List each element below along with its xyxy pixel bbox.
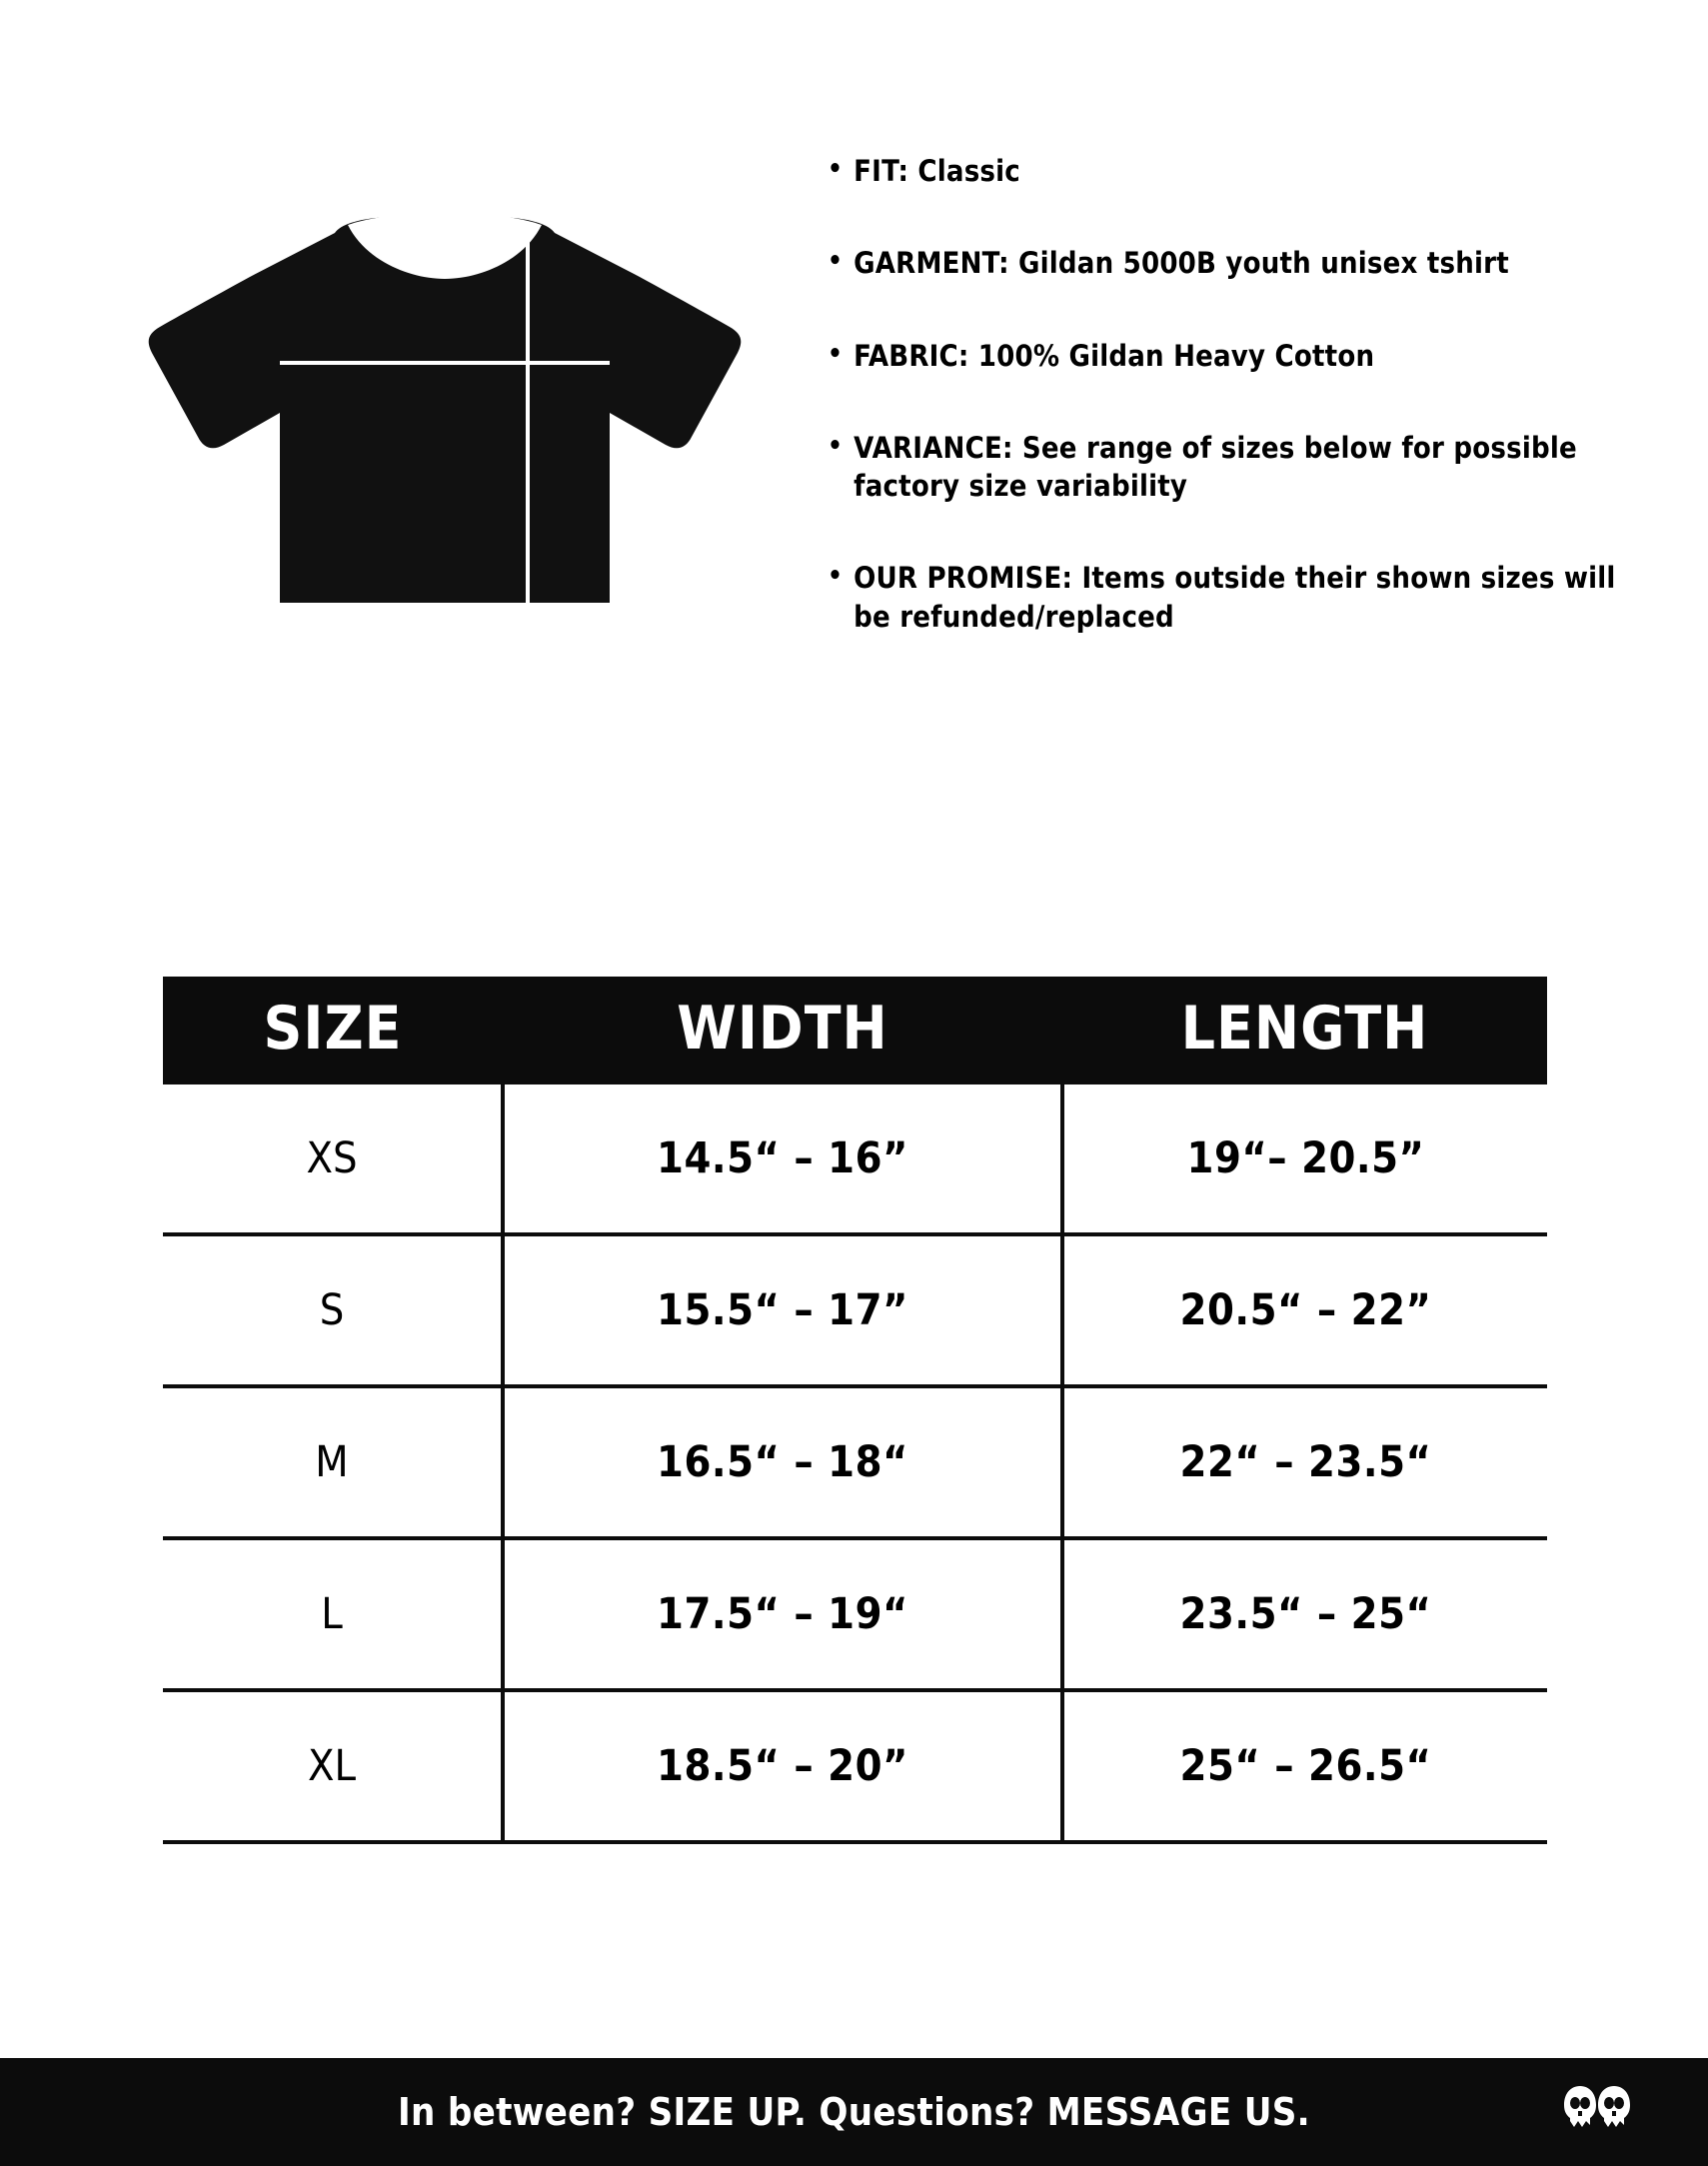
table-row <box>163 1234 1547 1386</box>
bullet-dot-icon: • <box>828 246 844 277</box>
footer-message: In between? SIZE UP. Questions? MESSAGE US. <box>398 2090 1310 2134</box>
length-measurement-label: LENGTH <box>689 813 711 906</box>
list-item <box>828 559 1617 636</box>
column-header-width: WIDTH <box>503 977 1062 1084</box>
footer-bar <box>0 2058 1708 2166</box>
table-row <box>163 1538 1547 1690</box>
spec-fabric: FABRIC: 100% Gildan Heavy Cotton <box>854 338 1375 373</box>
twin-skulls-logo-icon <box>1554 2081 1640 2143</box>
list-item <box>828 429 1617 506</box>
cell-width: 16.5“ – 18“ <box>503 1386 1062 1538</box>
cell-length: 20.5“ – 22” <box>1062 1234 1547 1386</box>
table-row <box>163 1690 1547 1842</box>
spec-promise: OUR PROMISE: Items outside their shown sizes will be refunded/replaced <box>854 561 1616 634</box>
list-item <box>828 152 1617 190</box>
list-item <box>828 244 1617 282</box>
column-header-size: SIZE <box>163 977 503 1084</box>
cell-width: 15.5“ – 17” <box>503 1234 1062 1386</box>
cell-width: 14.5“ – 16” <box>503 1084 1062 1234</box>
tshirt-measurement-diagram <box>80 215 810 906</box>
cell-size: M <box>163 1386 503 1538</box>
bullet-dot-icon: • <box>828 561 844 592</box>
size-table <box>163 977 1547 1844</box>
cell-size: XS <box>163 1084 503 1234</box>
bullet-dot-icon: • <box>828 430 844 461</box>
table-header-row <box>163 977 1547 1084</box>
spec-variance: VARIANCE: See range of sizes below for possible factory size variability <box>854 430 1577 504</box>
width-measurement-label: WIDTH <box>380 720 459 742</box>
bullet-dot-icon: • <box>828 338 844 369</box>
table-row <box>163 1386 1547 1538</box>
cell-size: L <box>163 1538 503 1690</box>
spec-fit: FIT: Classic <box>854 154 1020 188</box>
spec-garment: GARMENT: Gildan 5000B youth unisex tshirt <box>854 246 1509 281</box>
table-row <box>163 1084 1547 1234</box>
cell-size: S <box>163 1234 503 1386</box>
list-item <box>828 337 1617 375</box>
cell-size: XL <box>163 1690 503 1842</box>
cell-length: 19“– 20.5” <box>1062 1084 1547 1234</box>
cell-length: 25“ – 26.5“ <box>1062 1690 1547 1842</box>
column-header-length: LENGTH <box>1062 977 1547 1084</box>
cell-length: 22“ – 23.5“ <box>1062 1386 1547 1538</box>
size-chart <box>163 977 1547 1844</box>
cell-length: 23.5“ – 25“ <box>1062 1538 1547 1690</box>
bullet-dot-icon: • <box>828 154 844 184</box>
cell-width: 18.5“ – 20” <box>503 1690 1062 1842</box>
shirt-brand-text: DEADTHREADS <box>478 609 613 624</box>
garment-spec-list <box>828 152 1617 636</box>
cell-width: 17.5“ – 19“ <box>503 1538 1062 1690</box>
top-section <box>0 0 1708 930</box>
